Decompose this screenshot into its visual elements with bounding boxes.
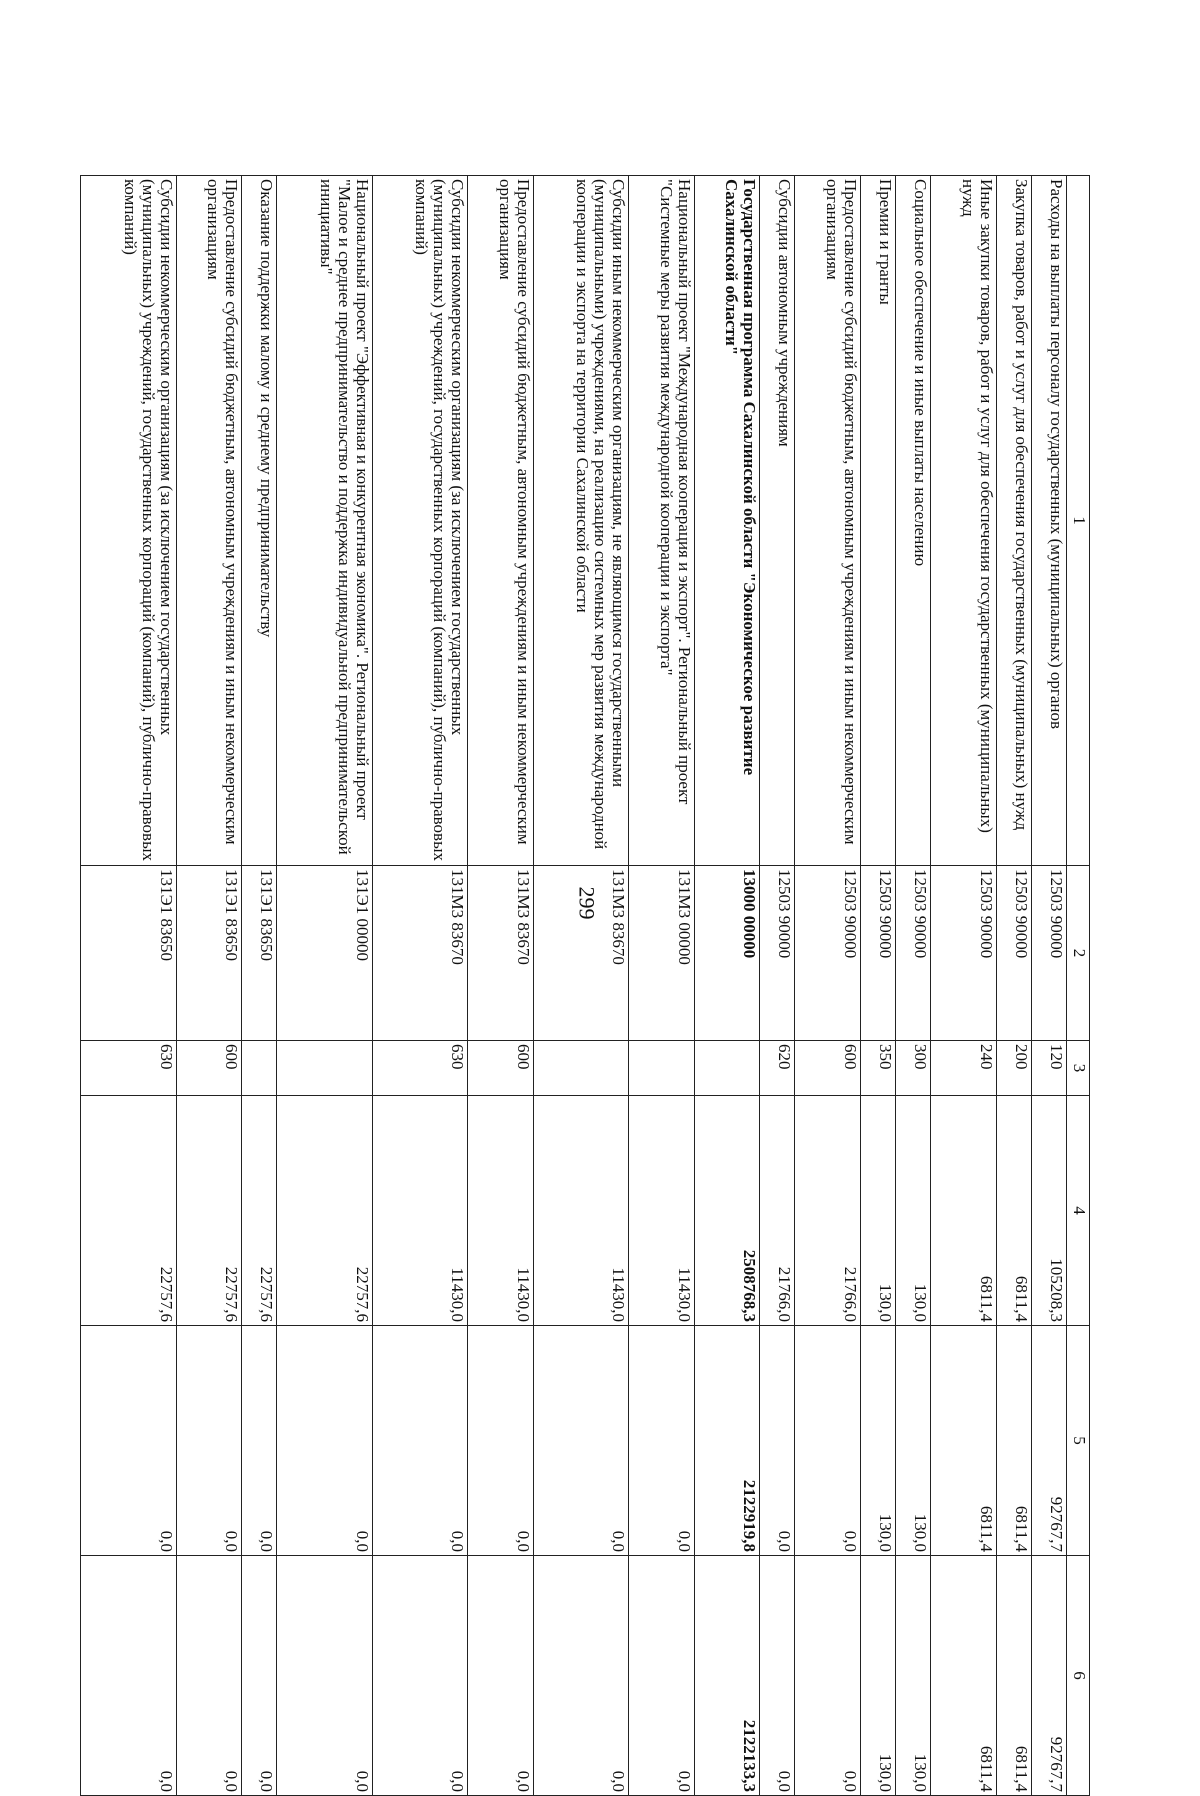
row-amount-cell: 22757,6 — [242, 1096, 277, 1326]
row-amount-cell: 11430,0 — [533, 1096, 629, 1326]
row-code-cell: 12503 90000 — [1031, 866, 1066, 1041]
row-name-cell: Оказание поддержки малому и среднему предпринимательству — [242, 176, 277, 866]
table-row — [81, 176, 177, 1796]
row-amount-cell: 0,0 — [629, 1556, 694, 1796]
row-amount-cell: 21766,0 — [795, 1096, 860, 1326]
header-cell: 5 — [1067, 1326, 1090, 1556]
row-amount-cell: 0,0 — [468, 1556, 533, 1796]
row-amount-cell: 130,0 — [860, 1556, 895, 1796]
table-row — [860, 176, 895, 1796]
row-amount-cell: 0,0 — [277, 1326, 373, 1556]
header-cell: 2 — [1067, 866, 1090, 1041]
row-amount-cell: 92767,7 — [1031, 1326, 1066, 1556]
row-name-cell: Предоставление субсидий бюджетным, автономным учреждениям и иным некоммерческим организациям — [468, 176, 533, 866]
header-cell: 4 — [1067, 1096, 1090, 1326]
row-vr-cell: 120 — [1031, 1041, 1066, 1096]
row-name-cell: Предоставление субсидий бюджетным, автономным учреждениям и иным некоммерческим организациям — [176, 176, 241, 866]
row-code-cell: 131М3 83670 — [468, 866, 533, 1041]
row-amount-cell: 0,0 — [242, 1326, 277, 1556]
row-vr-cell — [694, 1041, 759, 1096]
row-name-cell: Иные закупки товаров, работ и услуг для обеспечения государственных (муниципальных) нужд — [931, 176, 996, 866]
row-amount-cell: 0,0 — [81, 1326, 177, 1556]
row-amount-cell: 0,0 — [795, 1326, 860, 1556]
row-code-cell: 12503 90000 — [896, 866, 931, 1041]
row-amount-cell: 22757,6 — [81, 1096, 177, 1326]
row-amount-cell: 2508768,3 — [694, 1096, 759, 1326]
table-row — [760, 176, 795, 1796]
row-amount-cell: 11430,0 — [629, 1096, 694, 1326]
row-name-cell: Субсидии некоммерческим организациям (за исключением государственных (муниципальных) учреждений, государственных корпораций (компаний), публично-правовых компаний) — [372, 176, 468, 866]
row-vr-cell — [242, 1041, 277, 1096]
row-amount-cell: 6811,4 — [931, 1326, 996, 1556]
row-amount-cell: 0,0 — [372, 1326, 468, 1556]
row-amount-cell: 11430,0 — [372, 1096, 468, 1326]
row-vr-cell: 300 — [896, 1041, 931, 1096]
row-amount-cell: 22757,6 — [277, 1096, 373, 1326]
row-vr-cell: 630 — [81, 1041, 177, 1096]
row-amount-cell: 6811,4 — [996, 1326, 1031, 1556]
row-vr-cell: 600 — [468, 1041, 533, 1096]
row-code-cell: 12503 90000 — [860, 866, 895, 1041]
row-code-cell: 131Э1 83650 — [81, 866, 177, 1041]
row-amount-cell: 11430,0 — [468, 1096, 533, 1326]
row-amount-cell: 0,0 — [760, 1326, 795, 1556]
table-row — [1031, 176, 1066, 1796]
page-number: 299 — [574, 886, 600, 920]
row-amount-cell: 2122919,8 — [694, 1326, 759, 1556]
row-amount-cell: 0,0 — [277, 1556, 373, 1796]
row-vr-cell: 200 — [996, 1041, 1031, 1096]
row-amount-cell: 92767,7 — [1031, 1556, 1066, 1796]
table-row — [896, 176, 931, 1796]
table-row — [629, 176, 694, 1796]
row-code-cell: 131Э1 83650 — [242, 866, 277, 1041]
row-amount-cell: 0,0 — [468, 1326, 533, 1556]
row-code-cell: 13000 00000 — [694, 866, 759, 1041]
table-row — [277, 176, 373, 1796]
row-name-cell: Социальное обеспечение и иные выплаты населению — [896, 176, 931, 866]
row-vr-cell: 600 — [795, 1041, 860, 1096]
row-amount-cell: 21766,0 — [760, 1096, 795, 1326]
table-row — [468, 176, 533, 1796]
row-amount-cell: 0,0 — [533, 1326, 629, 1556]
row-amount-cell: 0,0 — [372, 1556, 468, 1796]
row-code-cell: 12503 90000 — [795, 866, 860, 1041]
row-name-cell: Предоставление субсидий бюджетным, автономным учреждениям и иным некоммерческим организациям — [795, 176, 860, 866]
row-code-cell: 131Э1 83650 — [176, 866, 241, 1041]
row-vr-cell: 600 — [176, 1041, 241, 1096]
row-amount-cell: 0,0 — [81, 1556, 177, 1796]
table-row — [242, 176, 277, 1796]
budget-table — [80, 175, 1090, 1796]
table-row — [931, 176, 996, 1796]
row-name-cell: Государственная программа Сахалинской области "Экономическое развитие Сахалинской области" — [694, 176, 759, 866]
row-name-cell: Премии и гранты — [860, 176, 895, 866]
table-row — [176, 176, 241, 1796]
row-vr-cell: 350 — [860, 1041, 895, 1096]
row-amount-cell: 0,0 — [242, 1556, 277, 1796]
row-code-cell: 131М3 00000 — [629, 866, 694, 1041]
row-code-cell: 12503 90000 — [996, 866, 1031, 1041]
table-row — [533, 176, 629, 1796]
row-amount-cell: 130,0 — [860, 1096, 895, 1326]
header-cell: 6 — [1067, 1556, 1090, 1796]
row-amount-cell: 6811,4 — [996, 1096, 1031, 1326]
row-amount-cell: 6811,4 — [996, 1556, 1031, 1796]
row-amount-cell: 6811,4 — [931, 1096, 996, 1326]
row-amount-cell: 130,0 — [896, 1096, 931, 1326]
row-code-cell: 131Э1 00000 — [277, 866, 373, 1041]
row-amount-cell: 0,0 — [176, 1556, 241, 1796]
row-amount-cell: 0,0 — [176, 1326, 241, 1556]
row-code-cell: 12503 90000 — [760, 866, 795, 1041]
row-vr-cell — [629, 1041, 694, 1096]
row-vr-cell: 630 — [372, 1041, 468, 1096]
row-amount-cell: 0,0 — [533, 1556, 629, 1796]
row-name-cell: Национальный проект "Эффективная и конкурентная экономика". Региональный проект "Малое и среднее предпринимательство и поддержка индивидуальной предпринимательской инициативы" — [277, 176, 373, 866]
row-amount-cell: 105208,3 — [1031, 1096, 1066, 1326]
row-amount-cell: 0,0 — [760, 1556, 795, 1796]
row-name-cell: Субсидии иным некоммерческим организациям, не являющимся государственными (муниципальными) учреждениями, на реализацию системных мер развития международной кооперации и экспорта на территории Сахалинской области — [533, 176, 629, 866]
row-amount-cell: 0,0 — [795, 1556, 860, 1796]
row-code-cell: 131М3 83670 — [533, 866, 629, 1041]
row-name-cell: Субсидии некоммерческим организациям (за исключением государственных (муниципальных) учреждений, государственных корпораций (компаний), публично-правовых компаний) — [81, 176, 177, 866]
row-vr-cell: 620 — [760, 1041, 795, 1096]
row-vr-cell: 240 — [931, 1041, 996, 1096]
row-amount-cell: 2122133,3 — [694, 1556, 759, 1796]
header-row — [1067, 176, 1090, 1796]
row-amount-cell: 130,0 — [896, 1556, 931, 1796]
row-code-cell: 131М3 83670 — [372, 866, 468, 1041]
table-row — [996, 176, 1031, 1796]
table-row — [372, 176, 468, 1796]
row-amount-cell: 130,0 — [896, 1326, 931, 1556]
header-cell: 1 — [1067, 176, 1090, 866]
row-name-cell: Субсидии автономным учреждениям — [760, 176, 795, 866]
budget-table-wrapper — [80, 175, 1090, 1795]
row-amount-cell: 0,0 — [629, 1326, 694, 1556]
row-vr-cell — [533, 1041, 629, 1096]
row-amount-cell: 22757,6 — [176, 1096, 241, 1326]
row-name-cell: Расходы на выплаты персоналу государственных (муниципальных) органов — [1031, 176, 1066, 866]
table-row — [694, 176, 759, 1796]
header-cell: 3 — [1067, 1041, 1090, 1096]
row-name-cell: Национальный проект "Международная кооперация и экспорт". Региональный проект "Системные меры развития международной кооперации и экспорта" — [629, 176, 694, 866]
table-row — [795, 176, 860, 1796]
row-vr-cell — [277, 1041, 373, 1096]
row-amount-cell: 6811,4 — [931, 1556, 996, 1796]
row-amount-cell: 130,0 — [860, 1326, 895, 1556]
row-name-cell: Закупка товаров, работ и услуг для обеспечения государственных (муниципальных) нужд — [996, 176, 1031, 866]
row-code-cell: 12503 90000 — [931, 866, 996, 1041]
